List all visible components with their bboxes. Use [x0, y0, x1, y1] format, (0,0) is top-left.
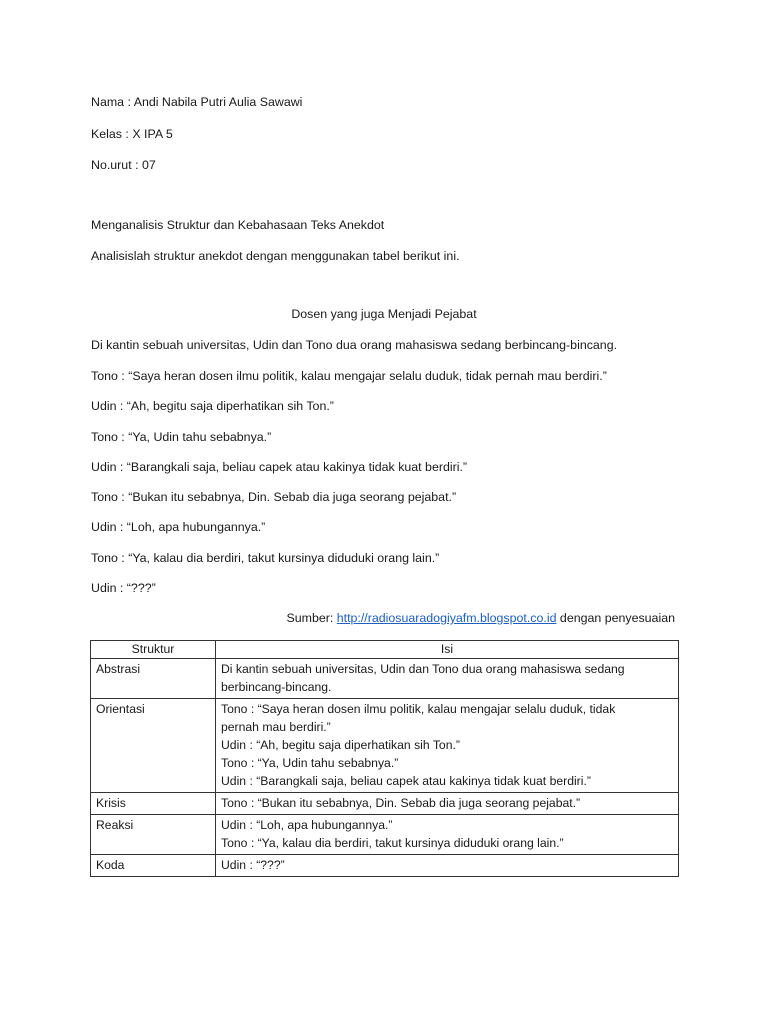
- struktur-cell: Orientasi: [91, 699, 216, 793]
- struktur-cell: Krisis: [91, 793, 216, 815]
- isi-cell: [216, 793, 679, 815]
- student-number: No.urut : 07: [91, 158, 156, 172]
- source-label: Sumber:: [286, 611, 337, 625]
- story-line: Udin : “Barangkali saja, beliau capek atau kakinya tidak kuat berdiri.”: [91, 460, 468, 474]
- table-row: [91, 855, 679, 877]
- story-line: Udin : “???”: [91, 581, 156, 595]
- story-line: Tono : “Ya, Udin tahu sebabnya.”: [91, 430, 272, 444]
- structure-table: [90, 640, 679, 877]
- column-header-struktur: Struktur: [91, 641, 216, 659]
- task-instruction: Analisislah struktur anekdot dengan menggunakan tabel berikut ini.: [91, 249, 460, 263]
- table-header-row: [91, 641, 679, 659]
- isi-cell: [216, 815, 679, 855]
- isi-cell: [216, 855, 679, 877]
- isi-line: Udin : “Barangkali saja, beliau capek atau kakinya tidak kuat berdiri.”: [221, 774, 591, 788]
- isi-line: Tono : “Bukan itu sebabnya, Din. Sebab dia juga seorang pejabat.”: [221, 796, 581, 810]
- table-row: [91, 699, 679, 793]
- isi-line: Tono : “Ya, kalau dia berdiri, takut kursinya diduduki orang lain.”: [221, 836, 564, 850]
- isi-line: Udin : “Ah, begitu saja diperhatikan sih Ton.”: [221, 738, 460, 752]
- isi-line: Udin : “???”: [221, 858, 285, 872]
- isi-line: Di kantin sebuah universitas, Udin dan Tono dua orang mahasiswa sedang: [221, 662, 625, 676]
- story-title: Dosen yang juga Menjadi Pejabat: [291, 307, 477, 321]
- task-title: Menganalisis Struktur dan Kebahasaan Teks Anekdot: [91, 218, 385, 232]
- story-line: Di kantin sebuah universitas, Udin dan Tono dua orang mahasiswa sedang berbincang-bincang.: [91, 338, 618, 352]
- isi-line: berbincang-bincang.: [221, 680, 332, 694]
- struktur-cell: Abstrasi: [91, 659, 216, 699]
- source-link[interactable]: http://radiosuaradogiyafm.blogspot.co.id: [336, 611, 557, 625]
- isi-cell: [216, 659, 679, 699]
- source-citation: [286, 610, 675, 626]
- struktur-cell: Koda: [91, 855, 216, 877]
- story-line: Tono : “Bukan itu sebabnya, Din. Sebab dia juga seorang pejabat.”: [91, 490, 457, 504]
- column-header-isi: Isi: [216, 641, 679, 659]
- isi-line: pernah mau berdiri.”: [221, 720, 331, 734]
- table-row: [91, 815, 679, 855]
- source-suffix: dengan penyesuaian: [556, 611, 675, 625]
- story-line: Udin : “Loh, apa hubungannya.”: [91, 520, 266, 534]
- story-line: Tono : “Ya, kalau dia berdiri, takut kursinya diduduki orang lain.”: [91, 551, 440, 565]
- isi-line: Tono : “Ya, Udin tahu sebabnya.”: [221, 756, 399, 770]
- table-row: [91, 659, 679, 699]
- student-class: Kelas : X IPA 5: [91, 127, 173, 141]
- isi-line: Udin : “Loh, apa hubungannya.”: [221, 818, 393, 832]
- table-row: [91, 793, 679, 815]
- story-line: Tono : “Saya heran dosen ilmu politik, kalau mengajar selalu duduk, tidak pernah mau berdiri.”: [91, 369, 607, 383]
- isi-line: Tono : “Saya heran dosen ilmu politik, kalau mengajar selalu duduk, tidak: [221, 702, 616, 716]
- isi-cell: [216, 699, 679, 793]
- story-line: Udin : “Ah, begitu saja diperhatikan sih Ton.”: [91, 399, 334, 413]
- student-name: Nama : Andi Nabila Putri Aulia Sawawi: [91, 95, 303, 109]
- struktur-cell: Reaksi: [91, 815, 216, 855]
